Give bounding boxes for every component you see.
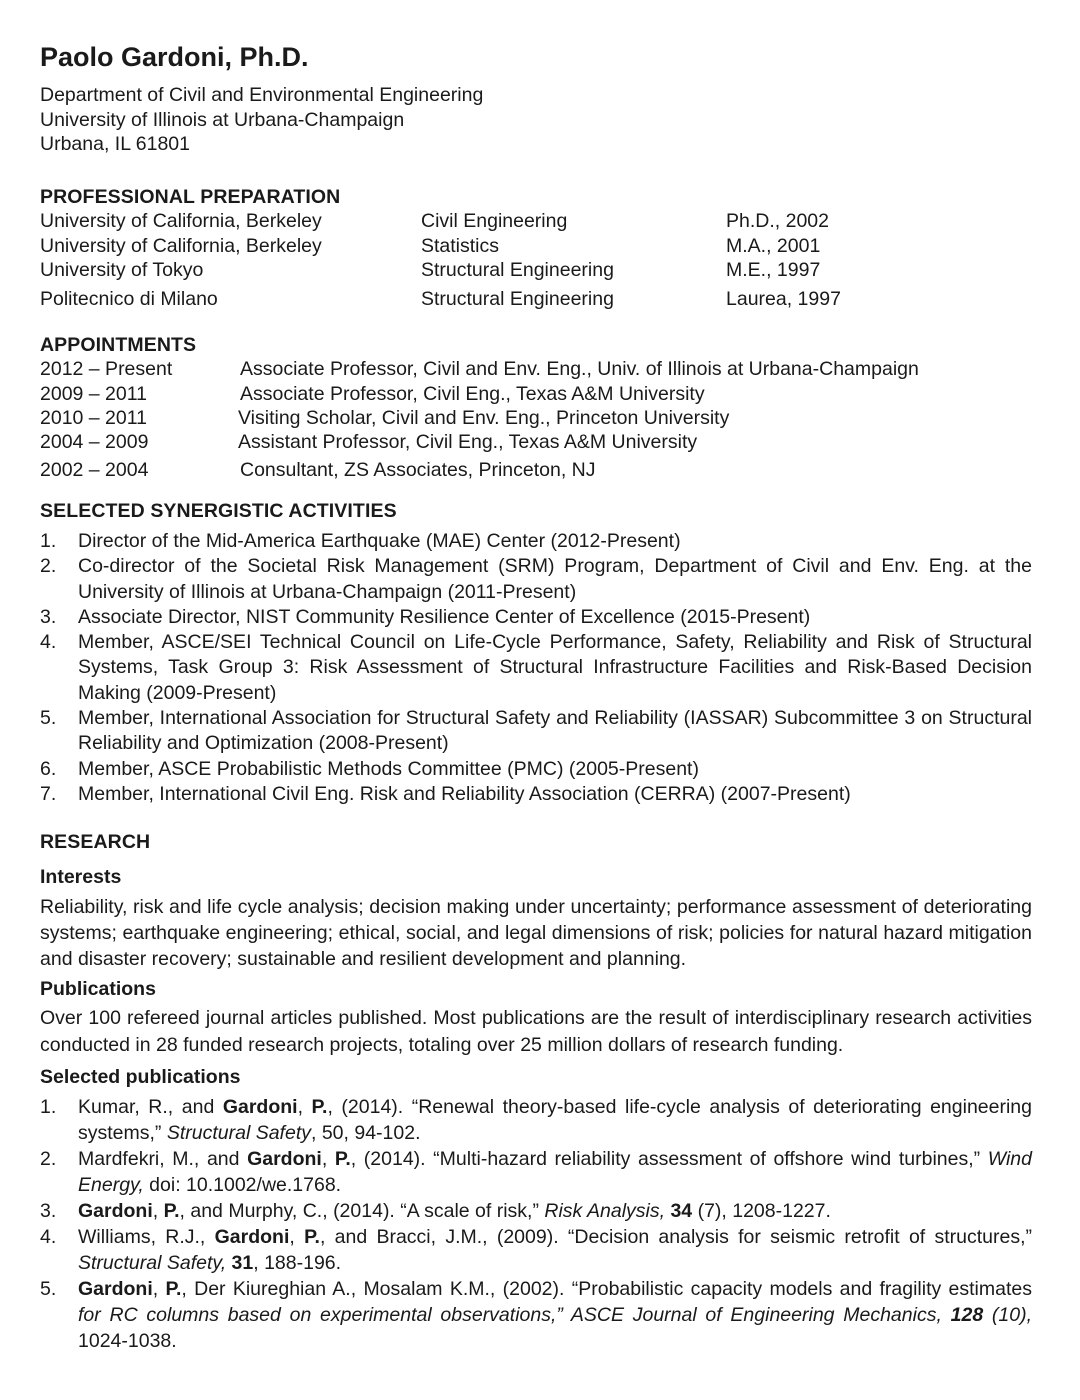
preparation-row xyxy=(40,287,1035,312)
field: Structural Engineering xyxy=(421,288,614,310)
appointment-position: Visiting Scholar, Civil and Env. Eng., Princeton University xyxy=(238,407,730,429)
citation-part: , Der Kiureghian A., Mosalam K.M., (2002). “Probabilistic capacity models and fragility estimates xyxy=(181,1278,1032,1300)
selected-publications-list xyxy=(40,1094,1032,1354)
synergistic-heading: SELECTED SYNERGISTIC ACTIVITIES xyxy=(40,500,397,522)
appointment-years: 2002 – 2004 xyxy=(40,459,149,481)
item-number: 2. xyxy=(40,555,57,578)
citation-part xyxy=(942,1304,951,1326)
preparation-row xyxy=(40,234,1035,259)
institution: University of California, Berkeley xyxy=(40,235,322,257)
institution: University of California, Berkeley xyxy=(40,210,322,232)
appointment-years: 2012 – Present xyxy=(40,358,173,380)
item-text: Member, ASCE Probabilistic Methods Committee (PMC) (2005-Present) xyxy=(78,757,699,780)
item-number: 5. xyxy=(40,707,57,730)
synergistic-list xyxy=(40,529,1032,807)
citation-part: Structural Safety, xyxy=(78,1252,227,1274)
citation-part: P. xyxy=(304,1226,320,1248)
citation-part: P. xyxy=(165,1278,182,1300)
appointment-row xyxy=(40,458,1035,483)
field: Statistics xyxy=(421,235,500,257)
citation-part: Mardfekri, M., and xyxy=(78,1148,248,1170)
item-number: 2. xyxy=(40,1148,57,1170)
item-text: Co-director of the Societal Risk Management (SRM) Program, Department of Civil and Env. Eng. at the University of Illinois at Urbana-Champaign (2011-Present) xyxy=(78,555,1032,603)
citation-part: (10), xyxy=(983,1304,1033,1326)
citation-part: , and Murphy, C., (2014). “A scale of risk,” xyxy=(179,1200,545,1222)
item-number: 1. xyxy=(40,530,57,552)
citation-part: , and Bracci, J.M., (2009). “Decision analysis for seismic retrofit of structures,” xyxy=(319,1226,1032,1248)
degree: M.E., 1997 xyxy=(726,259,821,281)
citation-part: Gardoni xyxy=(78,1278,153,1300)
item-number: 4. xyxy=(40,631,57,654)
field: Civil Engineering xyxy=(421,210,568,232)
citation-part: 34 xyxy=(670,1200,693,1222)
item-text: Member, International Civil Eng. Risk and Reliability Association (CERRA) (2007-Present) xyxy=(78,782,851,805)
publications-text: Over 100 refereed journal articles published. Most publications are the result of interdisciplinary research activities conducted in 28 funded research projects, totaling over 25 million dollars of research funding. xyxy=(40,1007,1032,1056)
item-number: 5. xyxy=(40,1278,57,1300)
appointment-position: Associate Professor, Civil and Env. Eng., Univ. of Illinois at Urbana-Champaign xyxy=(240,358,919,380)
appointment-row xyxy=(40,357,1035,382)
item-number: 7. xyxy=(40,782,57,805)
citation-part: , xyxy=(152,1200,164,1222)
address-line: University of Illinois at Urbana-Champaign xyxy=(40,108,405,131)
degree: Laurea, 1997 xyxy=(726,288,841,310)
citation-part: Structural Safety xyxy=(166,1122,311,1144)
citation-part: Gardoni xyxy=(78,1200,153,1222)
appointment-row xyxy=(40,382,1035,407)
research-heading: RESEARCH xyxy=(40,831,151,853)
item-text: Member, ASCE/SEI Technical Council on Life-Cycle Performance, Safety, Reliability and Risk of Structural Systems, Task Group 3: Risk Assessment of Structural Infrastructure Facilities and Risk-Based Decision Making (2009-Present) xyxy=(78,631,1032,704)
citation-part: , 188-196. xyxy=(253,1252,342,1274)
degree: Ph.D., 2002 xyxy=(726,210,829,232)
cv-name: Paolo Gardoni, Ph.D. xyxy=(40,42,309,72)
citation-part: Williams, R.J., xyxy=(78,1226,215,1248)
preparation-row xyxy=(40,209,1035,234)
citation-part: Gardoni xyxy=(247,1148,322,1170)
publications-heading: Publications xyxy=(40,978,156,1000)
field: Structural Engineering xyxy=(421,259,614,281)
citation-part: for RC columns based on experimental observations,” ASCE Journal of Engineering Mechanics, xyxy=(78,1304,942,1326)
item-text: Associate Director, NIST Community Resilience Center of Excellence (2015-Present) xyxy=(78,605,811,628)
list-item xyxy=(40,529,1032,554)
list-item xyxy=(40,630,1032,706)
preparation-row xyxy=(40,258,1035,283)
institution: Politecnico di Milano xyxy=(40,288,218,310)
citation-part: 128 xyxy=(950,1304,984,1326)
item-number: 1. xyxy=(40,1096,57,1118)
citation-part: (7), 1208-1227. xyxy=(692,1200,831,1222)
citation-part: Risk Analysis, xyxy=(544,1200,666,1222)
citation-part: , 50, 94-102. xyxy=(311,1122,421,1144)
appointment-row xyxy=(40,430,1035,455)
citation-part: Gardoni xyxy=(214,1226,290,1248)
citation-part: P. xyxy=(334,1148,351,1170)
address-block xyxy=(40,83,483,157)
publication-item xyxy=(40,1094,1032,1146)
appointment-position: Assistant Professor, Civil Eng., Texas A&M University xyxy=(238,431,698,453)
degree: M.A., 2001 xyxy=(726,235,821,257)
appointment-position: Consultant, ZS Associates, Princeton, NJ xyxy=(240,459,596,481)
list-item xyxy=(40,782,1032,807)
publication-item xyxy=(40,1146,1032,1198)
preparation-heading: PROFESSIONAL PREPARATION xyxy=(40,186,341,208)
citation-part: , (2014). “Multi-hazard reliability assessment of offshore wind turbines,” xyxy=(350,1148,988,1170)
interests-heading: Interests xyxy=(40,866,122,888)
institution: University of Tokyo xyxy=(40,259,204,281)
appointment-years: 2004 – 2009 xyxy=(40,431,149,453)
item-text: Member, International Association for Structural Safety and Reliability (IASSAR) Subcommittee 3 on Structural Reliability and Optimization (2008-Present) xyxy=(78,707,1032,755)
list-item xyxy=(40,706,1032,757)
item-number: 3. xyxy=(40,1200,57,1222)
appointments-heading: APPOINTMENTS xyxy=(40,334,197,356)
publication-item xyxy=(40,1198,1032,1224)
address-line: Urbana, IL 61801 xyxy=(40,133,190,155)
appointment-years: 2009 – 2011 xyxy=(40,383,147,405)
interests-text: Reliability, risk and life cycle analysis; decision making under uncertainty; performance assessment of deteriorating systems; earthquake engineering; ethical, social, and legal dimensions of risk; policies for natural hazard mitigation and disaster recovery; sustainable and resilient development and planning. xyxy=(40,896,1032,970)
selected-publications-heading: Selected publications xyxy=(40,1066,241,1088)
item-number: 4. xyxy=(40,1226,57,1248)
item-number: 3. xyxy=(40,605,57,628)
publication-item xyxy=(40,1276,1032,1354)
item-text: Director of the Mid-America Earthquake (MAE) Center (2012-Present) xyxy=(78,530,681,552)
citation-part: 1024-1038. xyxy=(78,1330,177,1352)
publication-item xyxy=(40,1224,1032,1276)
list-item xyxy=(40,605,1032,630)
appointment-row xyxy=(40,406,1035,431)
item-number: 6. xyxy=(40,757,57,780)
citation-part: P. xyxy=(163,1200,180,1222)
citation-part: , xyxy=(297,1096,312,1118)
citation-part: , (2014). “Renewal theory-based life-cycle analysis of deteriorating engineering systems,” xyxy=(78,1096,1032,1144)
citation-part: Kumar, R., and xyxy=(78,1096,223,1118)
citation-part: doi: 10.1002/we.1768. xyxy=(143,1174,342,1196)
citation-part: , xyxy=(321,1148,335,1170)
address-line: Department of Civil and Environmental Engineering xyxy=(40,84,484,106)
list-item xyxy=(40,554,1032,605)
citation-part: , xyxy=(152,1278,166,1300)
list-item xyxy=(40,757,1032,782)
appointment-years: 2010 – 2011 xyxy=(40,407,147,429)
citation-part: P. xyxy=(311,1096,328,1118)
citation-part: 31 xyxy=(231,1252,254,1274)
citation-part: Gardoni xyxy=(222,1096,298,1118)
appointment-position: Associate Professor, Civil Eng., Texas A&M University xyxy=(240,383,705,405)
citation-part: , xyxy=(289,1226,305,1248)
citation-part: Wind Energy, xyxy=(78,1148,1032,1196)
